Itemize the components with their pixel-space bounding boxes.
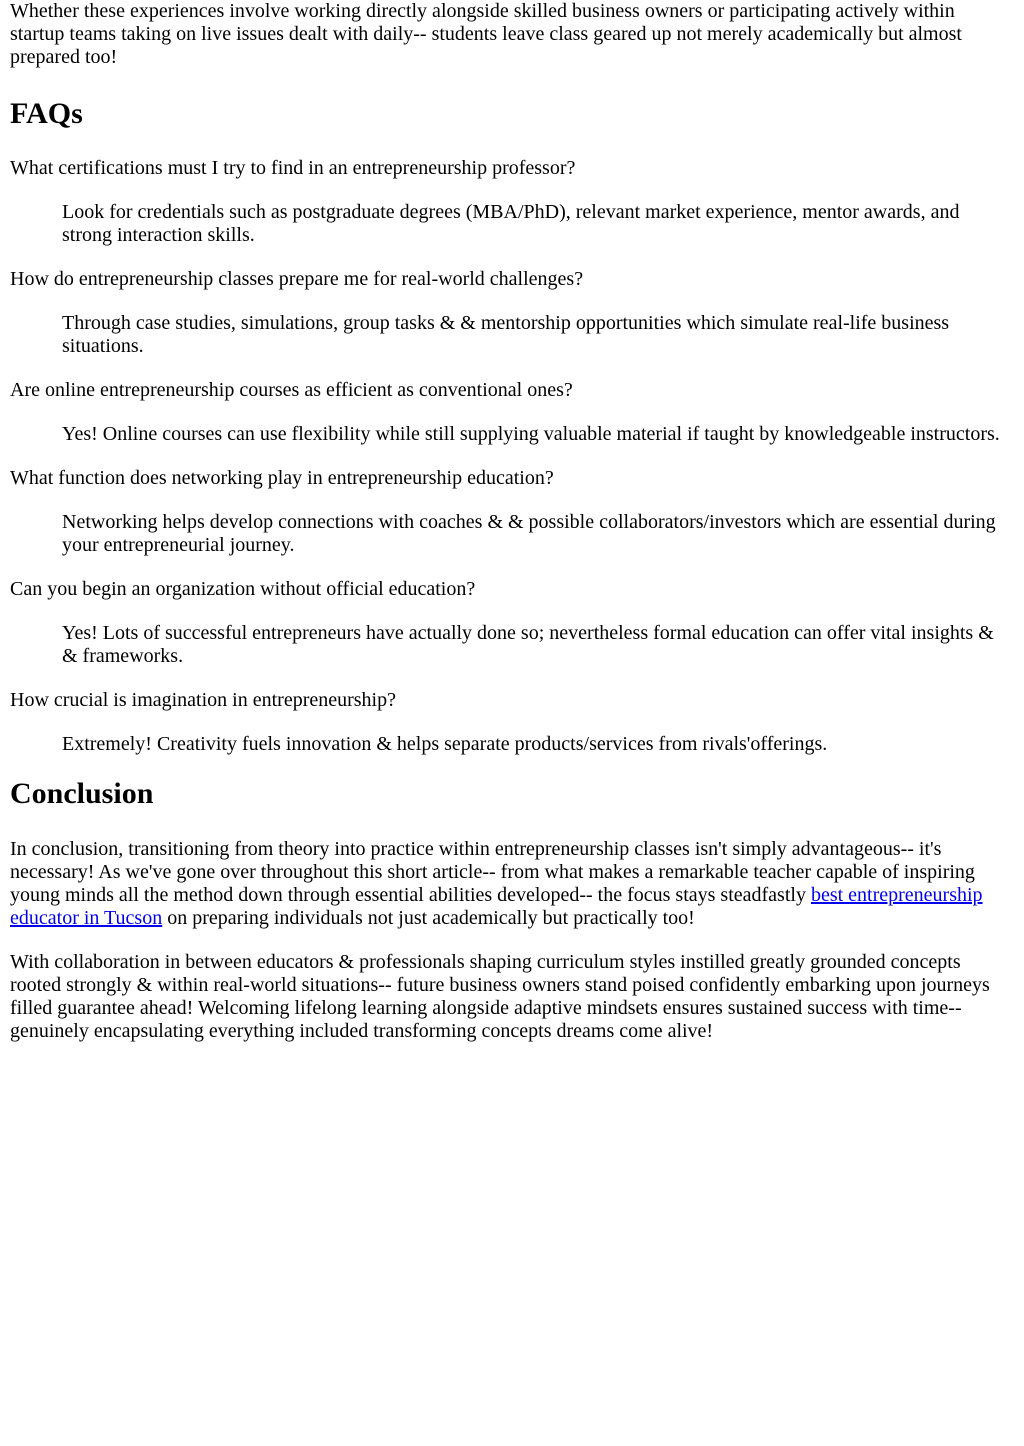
faq-answer: Yes! Lots of successful entrepreneurs have actually done so; nevertheless formal education can offer vital insights & & frameworks. bbox=[62, 622, 994, 667]
faq-question: How crucial is imagination in entrepreneurship? bbox=[10, 689, 396, 711]
faq-list bbox=[10, 157, 1014, 756]
faq-answer: Look for credentials such as postgraduate degrees (MBA/PhD), relevant market experience, mentor awards, and strong interaction skills. bbox=[62, 201, 960, 246]
conclusion-text-after-link: on preparing individuals not just academically but practically too! bbox=[162, 907, 695, 929]
faq-answer: Networking helps develop connections with coaches & & possible collaborators/investors which are essential during your entrepreneurial journey. bbox=[62, 511, 996, 556]
faq-question: What certifications must I try to find in an entrepreneurship professor? bbox=[10, 157, 576, 179]
faq-question: How do entrepreneurship classes prepare me for real-world challenges? bbox=[10, 268, 584, 290]
conclusion-paragraph-1 bbox=[10, 838, 1014, 930]
conclusion-paragraph-2: With collaboration in between educators & professionals shaping curriculum styles instilled greatly grounded concepts rooted strongly & within real-world situations-- future business owners stand poised confidently embarking upon journeys filled guarantee ahead! Welcoming lifelong learning alongside adaptive mindsets ensures sustained success with time-- genuinely encapsulating everything included transforming concepts dreams come alive! bbox=[10, 951, 990, 1042]
conclusion-text-before-link: In conclusion, transitioning from theory into practice within entrepreneurship classes isn't simply advantageous-- it's necessary! As we've gone over throughout this short article-- from what makes a remarkable teacher capable of inspiring young minds all the method down through essential abilities developed-- the focus stays steadfastly bbox=[10, 838, 975, 906]
faq-question: Can you begin an organization without official education? bbox=[10, 578, 476, 600]
faqs-heading: FAQs bbox=[10, 97, 83, 130]
intro-paragraph: Whether these experiences involve working directly alongside skilled business owners or participating actively within startup teams taking on live issues dealt with daily-- students leave class geared up not merely academically but almost prepared too! bbox=[10, 0, 962, 68]
faq-question: What function does networking play in entrepreneurship education? bbox=[10, 467, 554, 489]
conclusion-heading: Conclusion bbox=[10, 777, 154, 810]
faq-question: Are online entrepreneurship courses as efficient as conventional ones? bbox=[10, 379, 573, 401]
faq-answer: Through case studies, simulations, group tasks & & mentorship opportunities which simulate real-life business situations. bbox=[62, 312, 950, 357]
faq-answer: Yes! Online courses can use flexibility while still supplying valuable material if taught by knowledgeable instructors. bbox=[62, 423, 1000, 445]
tucson-educator-link[interactable]: best entrepreneurship educator in Tucson bbox=[10, 884, 983, 929]
faq-answer: Extremely! Creativity fuels innovation & helps separate products/services from rivals'offerings. bbox=[62, 733, 828, 755]
